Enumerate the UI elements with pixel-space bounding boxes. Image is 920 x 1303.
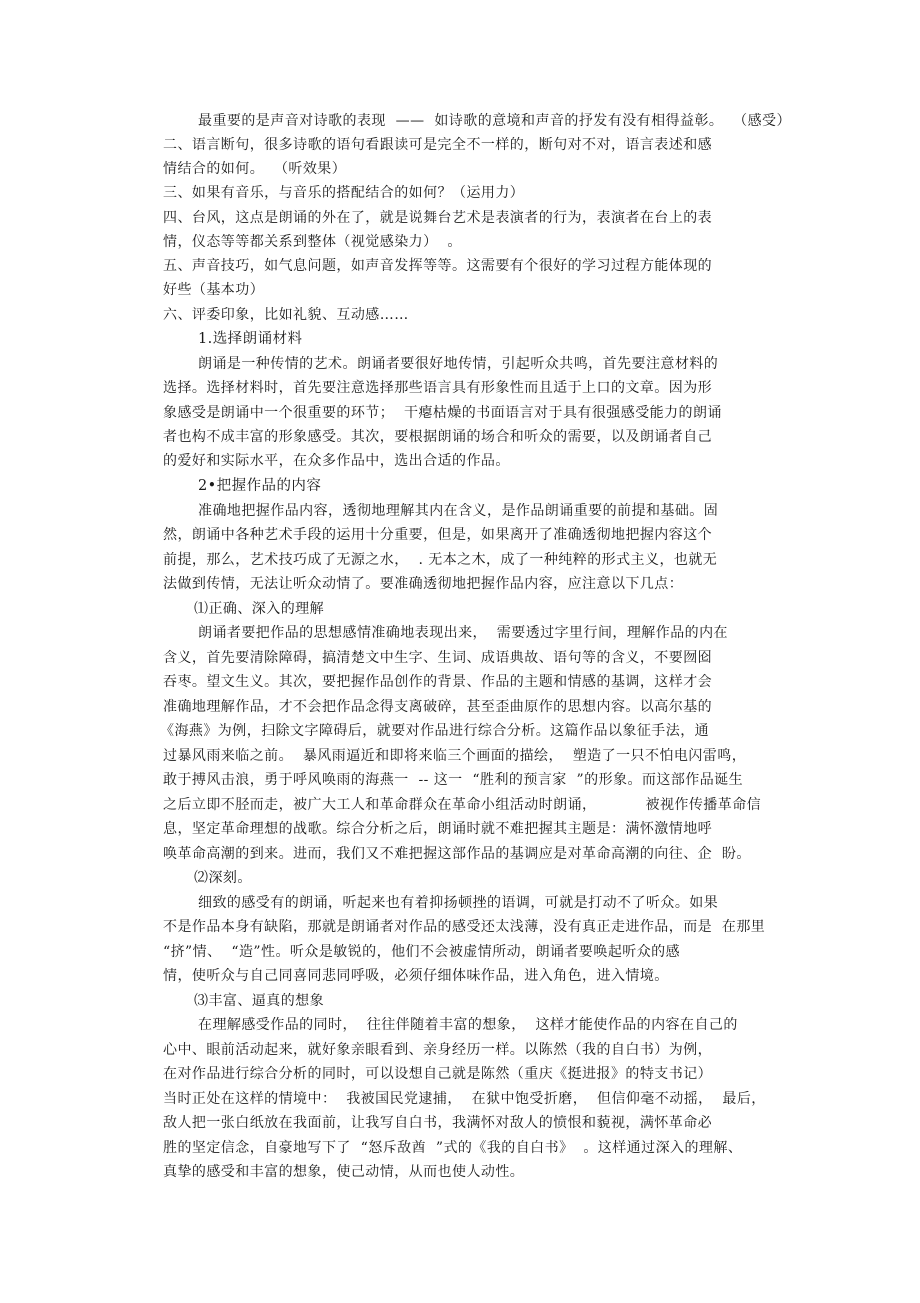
paragraph-line: 选择。选择材料时，首先要注意选择那些语言具有形象性而且适于上口的文章。因为形: [163, 380, 713, 396]
point-five-line: 五、声音技巧，如气息问题，如声音发挥等等。这需要有个很好的学习过程方能体现的: [163, 258, 713, 274]
paragraph-line: 的爱好和实际水平，在众多作品中，选出合适的作品。: [163, 453, 510, 469]
paragraph-line: 胜的坚定信念，自豪地写下了 “怒斥敌酋 ”式的《我的自白书》 。这样通过深入的理解、: [163, 1140, 743, 1156]
point-four-line: 四、台风，这点是朗诵的外在了，就是说舞台艺术是表演者的行为，表演者在台上的表: [163, 210, 713, 226]
paragraph-line: 含义，首先要清除障碍，搞清楚文中生字、生词、成语典故、语句等的含义，不要囫囵: [163, 650, 713, 666]
paragraph-line: 吞枣。望文生义。其次，要把握作品创作的背景、作品的主题和情感的基调，这样才会: [163, 674, 713, 690]
paragraph-line: 息，坚定革命理想的战歌。综合分析之后，朗诵时就不难把握其主题是：满怀激情地呼: [163, 821, 713, 837]
paragraph-line: 准确地把握作品内容，透彻地理解其内在含义，是作品朗诵重要的前提和基础。固: [198, 503, 719, 519]
paragraph-line: 准确地理解作品，才不会把作品念得支离破碎，甚至歪曲原作的思想内容。以高尔基的: [163, 699, 713, 715]
paragraph-line: 法做到传情，无法让听众动情了。要准确透彻地把握作品内容，应注意以下几点：: [163, 576, 684, 592]
paragraph-line: “挤”情、 “造”性。听众是敏锐的，他们不会被虚情所动，朗诵者要唤起听众的感: [163, 944, 681, 960]
paragraph-line: 之后立即不胫而走，被广大工人和革命群众在革命小组活动时朗诵， 被视作传播革命信: [163, 797, 762, 813]
section-heading-2: 2•把握作品的内容: [198, 478, 322, 494]
paragraph-line: 朗诵是一种传情的艺术。朗诵者要很好地传情，引起听众共鸣，首先要注意材料的: [198, 356, 719, 372]
point-six-line: 六、评委印象，比如礼貌、互动感……: [163, 307, 409, 323]
paragraph-line: 过暴风雨来临之前。 暴风雨逼近和即将来临三个画面的描绘， 塑造了一只不怕电闪雷鸣，: [163, 748, 747, 764]
point-five-line-cont: 好些（基本功）: [163, 282, 265, 298]
paragraph-line: 真挚的感受和丰富的想象，使己动情，从而也使人动性。: [163, 1164, 525, 1180]
point-three-line: 三、如果有音乐，与音乐的搭配结合的如何？（运用力）: [163, 185, 525, 201]
paragraph-line: 朗诵者要把作品的思想感情准确地表现出来， 需要透过字里行间，理解作品的内在: [198, 625, 728, 641]
paragraph-line: 前提，那么，艺术技巧成了无源之水， . 无本之木，成了一种纯粹的形式主义，也就无: [163, 552, 718, 568]
paragraph-line: 象感受是朗诵中一个很重要的环节； 干瘪枯燥的书面语言对于具有很强感受能力的朗诵: [163, 405, 722, 421]
paragraph-line: 然，朗诵中各种艺术手段的运用十分重要，但是，如果离开了准确透彻地把握内容这个: [163, 527, 713, 543]
paragraph-line: 情，使听众与自己同喜同悲同呼吸，必须仔细体味作品，进入角色，进入情境。: [163, 968, 669, 984]
subheading-1: ⑴正确、深入的理解: [194, 601, 325, 617]
intro-line: 最重要的是声音对诗歌的表现 —— 如诗歌的意境和声音的抒发有没有相得益彰。 （感受）: [198, 113, 791, 129]
paragraph-line: 在理解感受作品的同时， 往往伴随着丰富的想象， 这样才能使作品的内容在自己的: [198, 1017, 738, 1033]
point-two-line-cont: 情结合的如何。 （听效果）: [163, 161, 347, 177]
paragraph-line: 当时正处在这样的情境中： 我被国民党逮捕， 在狱中饱受折磨， 但信仰毫不动摇， 最后，: [163, 1091, 766, 1107]
section-heading-1: 1.选择朗诵材料: [198, 331, 303, 347]
subheading-2: ⑵深刻。: [194, 870, 252, 886]
paragraph-line: 不是作品本身有缺陷，那就是朗诵者对作品的感受还太浅薄，没有真正走进作品，而是 在那里: [163, 919, 766, 935]
paragraph-line: 者也构不成丰富的形象感受。其次，要根据朗诵的场合和听众的需要，以及朗诵者自己: [163, 429, 713, 445]
paragraph-line: 敢于搏风击浪，勇于呼风唤雨的海燕一 -- 这一 “胜利的预言家 ”的形象。而这部作品诞生: [163, 772, 744, 788]
subheading-3: ⑶丰富、逼真的想象: [194, 993, 325, 1009]
paragraph-line: 在对作品进行综合分析的同时，可以设想自己就是陈然（重庆《挺进报》的特支书记）: [163, 1066, 713, 1082]
paragraph-line: 唤革命高潮的到来。进而，我们又不难把握这部作品的基调应是对革命高潮的向往、企 盼。: [163, 846, 751, 862]
point-four-line-cont: 情，仪态等等都关系到整体（视觉感染力） 。: [163, 234, 462, 250]
paragraph-line: 细致的感受有的朗诵，听起来也有着抑扬顿挫的语调，可就是打动不了听众。如果: [198, 895, 719, 911]
paragraph-line: 敌人把一张白纸放在我面前，让我写自白书，我满怀对敌人的愤恨和藐视，满怀革命必: [163, 1115, 713, 1131]
paragraph-line: 《海燕》为例，扫除文字障碍后，就要对作品进行综合分析。这篇作品以象征手法，通: [160, 723, 710, 739]
point-two-line: 二、语言断句，很多诗歌的语句看跟读可是完全不一样的，断句对不对，语言表述和感: [163, 137, 713, 153]
paragraph-line: 心中、眼前活动起来，就好象亲眼看到、亲身经历一样。以陈然（我的自白书）为例，: [163, 1042, 713, 1058]
